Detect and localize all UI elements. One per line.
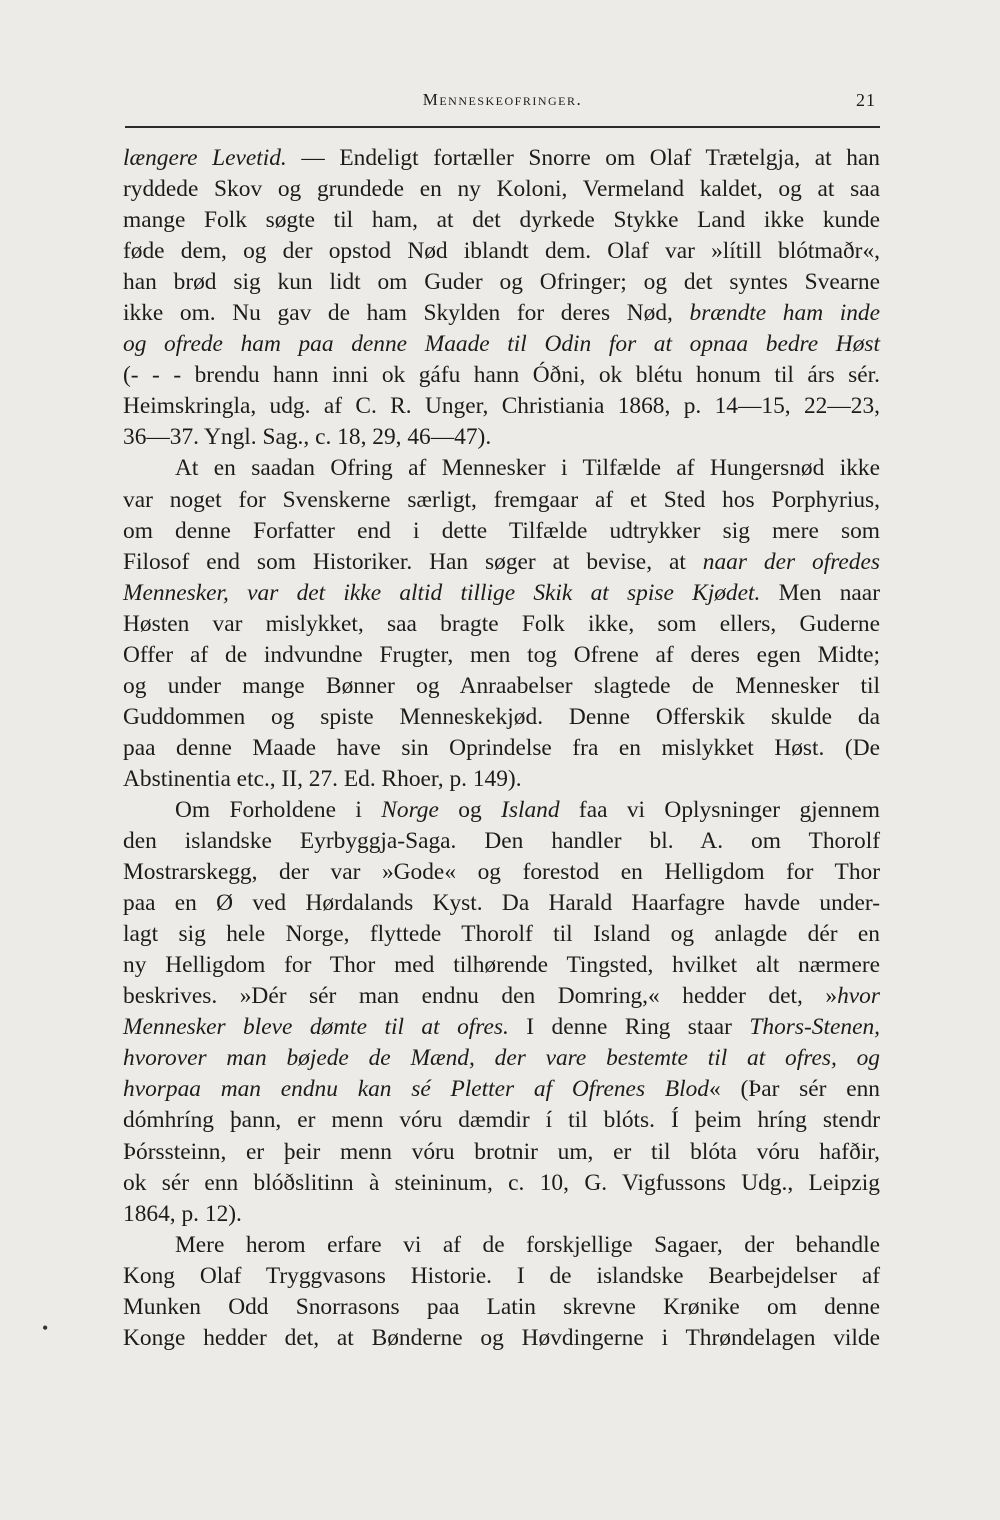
text-line bbox=[123, 360, 880, 391]
text-span: brændte ham inde bbox=[689, 300, 880, 327]
text-span: Om Forholdene i bbox=[175, 796, 382, 823]
text-span: han brød sig kun lidt om Guder og Ofringer; og det syntes Svearne bbox=[123, 269, 880, 296]
text-span: Filosof end som Historiker. Han søger at bevise, at bbox=[123, 548, 703, 575]
text-span: At en saadan Ofring af Mennesker i Tilfælde af Hungersnød ikke bbox=[175, 455, 880, 482]
text-span: « (Þar sér enn bbox=[708, 1076, 880, 1103]
text-line bbox=[123, 919, 880, 950]
text-span: paa denne Maade have sin Oprindelse fra en mislykket Høst. (De bbox=[123, 734, 880, 761]
text-line bbox=[123, 857, 880, 888]
text-span: Mostrarskegg, der var »Gode« og forestod en Helligdom for Thor bbox=[123, 859, 880, 886]
page-number: 21 bbox=[856, 90, 876, 110]
text-span: Men naar bbox=[760, 579, 880, 606]
text-line bbox=[123, 888, 880, 919]
text-span: hvorpaa man endnu kan sé Pletter af Ofrenes Blod bbox=[123, 1076, 709, 1103]
text-span: hvorover man bøjede de Mænd, der vare bestemte til at ofres, og bbox=[123, 1045, 880, 1072]
text-span: paa en Ø ved Hørdalands Kyst. Da Harald Haarfagre havde under- bbox=[123, 890, 880, 917]
text-span: hvor bbox=[837, 983, 880, 1010]
text-line bbox=[123, 826, 880, 857]
text-line bbox=[123, 1230, 880, 1261]
text-line bbox=[123, 1323, 880, 1354]
text-line bbox=[123, 1199, 880, 1230]
text-line bbox=[123, 1074, 880, 1105]
text-span: faa vi Oplysninger gjennem bbox=[559, 796, 880, 823]
text-line bbox=[123, 702, 880, 733]
text-line bbox=[123, 764, 880, 795]
running-title: Menneskeofringer. bbox=[422, 90, 583, 109]
text-span: (- - - brendu hann inni ok gáfu hann Óðni, ok blétu honum til árs sér. bbox=[123, 362, 880, 389]
margin-mark: • bbox=[42, 1318, 49, 1338]
text-line bbox=[123, 1137, 880, 1168]
text-span: Konge hedder det, at Bønderne og Høvdingerne i Thrøndelagen vilde bbox=[123, 1324, 880, 1351]
text-span: — Endeligt fortæller Snorre om Olaf Trætelgja, at han bbox=[286, 145, 881, 171]
text-line bbox=[123, 298, 880, 329]
running-head bbox=[125, 90, 880, 120]
text-span: Kong Olaf Tryggvasons Historie. I de islandske Bearbejdelser af bbox=[123, 1262, 880, 1289]
text-line bbox=[123, 640, 880, 671]
text-span: Offer af de indvundne Frugter, men tog Ofrene af deres egen Midte; bbox=[123, 641, 880, 668]
text-line bbox=[123, 1105, 880, 1136]
text-line bbox=[123, 485, 880, 516]
text-line bbox=[123, 391, 880, 422]
text-line bbox=[123, 795, 880, 826]
text-line bbox=[123, 1043, 880, 1074]
text-line bbox=[123, 981, 880, 1012]
text-span: Mennesker, var det ikke altid tillige Skik at spise Kjødet. bbox=[123, 579, 761, 606]
text-line bbox=[123, 422, 880, 453]
text-span: og under mange Bønner og Anraabelser slagtede de Mennesker til bbox=[123, 672, 880, 699]
text-span: og bbox=[438, 796, 502, 823]
text-span: ny Helligdom for Thor med tilhørende Tingsted, hvilket alt nærmere bbox=[123, 952, 880, 979]
text-span: om denne Forfatter end i dette Tilfælde udtrykker sig mere som bbox=[123, 517, 880, 544]
text-line bbox=[123, 143, 880, 174]
text-span: og ofrede ham paa denne Maade til Odin for at opnaa bedre Høst bbox=[123, 331, 880, 358]
header-rule bbox=[125, 126, 880, 128]
text-span: ryddede Skov og grundede en ny Koloni, Vermeland kaldet, og at saa bbox=[123, 176, 880, 203]
text-span: Norge bbox=[381, 796, 439, 823]
text-span: Abstinentia etc., II, 27. Ed. Rhoer, p. 149). bbox=[123, 765, 522, 792]
text-span: længere Levetid. bbox=[123, 145, 287, 171]
text-span: ikke om. Nu gav de ham Skylden for deres Nød, bbox=[123, 300, 690, 327]
text-line bbox=[123, 1292, 880, 1323]
text-line bbox=[123, 1168, 880, 1199]
text-span: Munken Odd Snorrasons paa Latin skrevne Krønike om denne bbox=[123, 1293, 880, 1320]
text-line bbox=[123, 329, 880, 360]
text-span: dómhríng þann, er menn vóru dæmdir í til blóts. Í þeim hríng stendr bbox=[123, 1107, 880, 1134]
text-span: lagt sig hele Norge, flyttede Thorolf til Island og anlagde dér en bbox=[123, 921, 880, 948]
text-span: beskrives. »Dér sér man endnu den Domring,« hedder det, » bbox=[123, 983, 838, 1010]
text-span: I denne Ring staar bbox=[508, 1014, 750, 1041]
text-line bbox=[123, 453, 880, 484]
text-span: Mere herom erfare vi af de forskjellige Sagaer, der behandle bbox=[175, 1231, 880, 1258]
text-span: Heimskringla, udg. af C. R. Unger, Christiania 1868, p. 14—15, 22—23, bbox=[123, 393, 880, 420]
text-line bbox=[123, 267, 880, 298]
text-span: Høsten var mislykket, saa bragte Folk ikke, som ellers, Guderne bbox=[123, 610, 880, 637]
text-line bbox=[123, 174, 880, 205]
text-line bbox=[123, 205, 880, 236]
text-line bbox=[123, 609, 880, 640]
text-span: 36—37. Yngl. Sag., c. 18, 29, 46—47). bbox=[123, 424, 492, 451]
text-span: den islandske Eyrbyggja-Saga. Den handler bl. A. om Thorolf bbox=[123, 828, 880, 855]
text-span: naar der ofredes bbox=[702, 548, 880, 575]
text-span: Thors-Stenen, bbox=[749, 1014, 880, 1041]
text-line bbox=[123, 671, 880, 702]
text-span: var noget for Svenskerne særligt, fremgaar af et Sted hos Porphyrius, bbox=[123, 486, 880, 513]
text-line bbox=[123, 547, 880, 578]
text-line bbox=[123, 950, 880, 981]
text-span: Island bbox=[501, 796, 560, 823]
text-span: føde dem, og der opstod Nød iblandt dem. Olaf var »lítill blótmaðr«, bbox=[123, 238, 880, 265]
text-span: Þórssteinn, er þeir menn vóru brotnir um, er til blóta vóru hafðir, bbox=[123, 1138, 880, 1165]
text-line bbox=[123, 733, 880, 764]
body-text bbox=[123, 143, 880, 1354]
text-span: mange Folk søgte til ham, at det dyrkede Stykke Land ikke kunde bbox=[123, 207, 880, 234]
text-line bbox=[123, 578, 880, 609]
text-line bbox=[123, 236, 880, 267]
text-line bbox=[123, 1261, 880, 1292]
text-line bbox=[123, 516, 880, 547]
text-span: Mennesker bleve dømte til at ofres. bbox=[123, 1014, 509, 1041]
text-line bbox=[123, 1012, 880, 1043]
text-span: ok sér enn blóðslitinn à steininum, c. 10, G. Vigfussons Udg., Leipzig bbox=[123, 1169, 880, 1196]
text-span: Guddommen og spiste Menneskekjød. Denne Offerskik skulde da bbox=[123, 703, 880, 730]
text-span: 1864, p. 12). bbox=[123, 1200, 242, 1227]
